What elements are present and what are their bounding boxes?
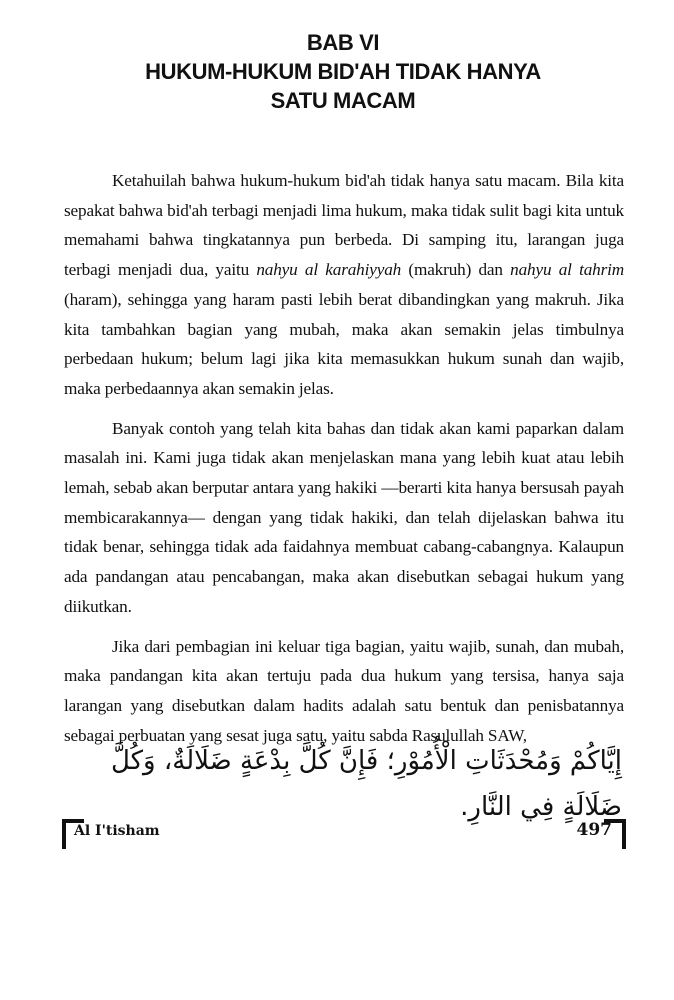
paragraph-2: Banyak contoh yang telah kita bahas dan tidak akan kami paparkan dalam masalah ini. Kami juga tidak akan menjelaskan mana yang lebih kuat atau lebih lemah, sebab akan berputar antara yang hakiki —berarti kita hanya bersusah payah membicarakannya— dengan yang tidak hakiki, dan telah dijelaskan bahwa itu tidak benar, sehingga tidak ada faidahnya membuat cabang-cabangnya. Kalaupun ada pandangan atau pencabangan, maka akan disebutkan sebagai hukum yang diikutkan. xyxy=(64,418,624,616)
chapter-number: BAB VI xyxy=(306,30,380,55)
book-title: Al I'tisham xyxy=(74,823,160,839)
chapter-heading xyxy=(60,28,626,115)
page-footer xyxy=(62,817,626,847)
body-text xyxy=(64,166,624,750)
arabic-hadith-quote: إِيَّاكُمْ وَمُحْدَثَاتِ الْأُمُوْرِ؛ فَإِنَّ كُلَّ بِدْعَةٍ ضَلَالَةٌ، وَكُلَّ ضَلَالَةٍ فِي النَّارِ. xyxy=(110,746,622,822)
paragraph-1-part-b: (makruh) dan xyxy=(401,260,511,280)
chapter-title-line-1: HUKUM-HUKUM BID'AH TIDAK HANYA xyxy=(145,59,541,84)
paragraph-3: Jika dari pembagian ini keluar tiga bagian, yaitu wajib, sunah, dan mubah, maka pandangan kita akan tertuju pada dua hukum yang tersisa, hanya saja larangan yang disebutkan dalam hadits adalah satu bentuk dan penisbatannya sebagai perbuatan yang sesat juga satu, yaitu sabda Rasulullah SAW, xyxy=(64,636,624,745)
term-nahyu-al-karahiyyah: nahyu al karahiyyah xyxy=(256,260,402,280)
paragraph-1-part-a: Ketahuilah bahwa hukum-hukum bid'ah tidak hanya satu macam. Bila kita sepakat bahwa bid'ah terbagi menjadi lima hukum, maka tidak sulit bagi kita untuk memahami bahwa tingkatannya pun berbeda. Di samping itu, larangan juga terbagi menjadi dua, yaitu xyxy=(64,171,624,280)
term-nahyu-al-tahrim: nahyu al tahrim xyxy=(510,260,625,280)
chapter-title-line-2: SATU MACAM xyxy=(270,88,416,113)
paragraph-1-part-c: (haram), sehingga yang haram pasti lebih berat dibandingkan yang makruh. Jika kita tambahkan bagian yang mubah, maka akan semakin jelas timbulnya perbedaan hukum; belum lagi jika kita memasukkan hukum sunah dan wajib, maka perbedaannya akan semakin jelas. xyxy=(64,289,624,398)
page-number: 497 xyxy=(576,820,612,840)
paragraph-1 xyxy=(64,166,624,404)
